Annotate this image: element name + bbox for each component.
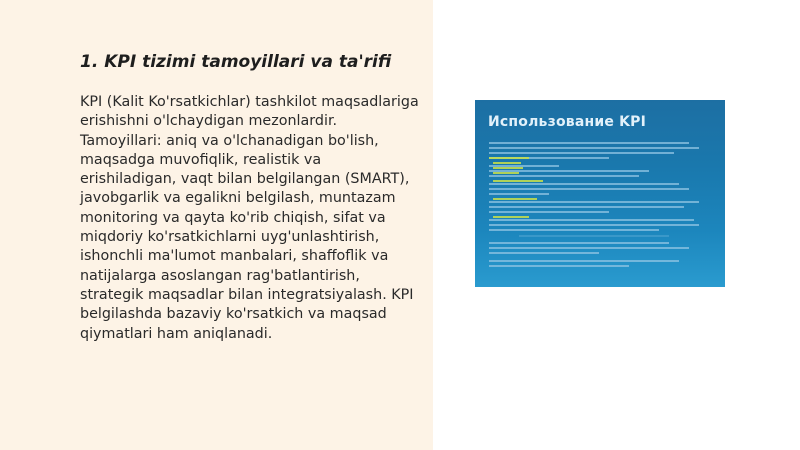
slide-image-text-lines — [489, 138, 711, 278]
slide-title: 1. KPI tizimi tamoyillari va ta'rifi — [80, 52, 392, 72]
slide-image-title: Использование KPI — [488, 114, 647, 130]
slide-image — [475, 100, 725, 287]
slide-body-text: KPI (Kalit Ko'rsatkichlar) tashkilot maqsadlariga erishishni o'lchaydigan mezonlardir. Tamoyillari: aniq va o'lchanadigan bo'lish, maqsadga muvofiqlik, realistik va erishiladigan, vaqt bilan belgilangan (SMART), javobgarlik va egalikni belgilash, muntazam monitoring va qayta ko'rib chiqish, sifat va miqdoriy ko'rsatkichlarni uyg'unlashtirish, ishonchli ma'lumot manbalari, shaffoflik va natijalarga asoslangan rag'batlantirish, strategik maqsadlar bilan integratsiyalash. KPI belgilashda bazaviy ko'rsatkich va maqsad qiymatlari ham aniqlanadi. — [80, 94, 419, 342]
